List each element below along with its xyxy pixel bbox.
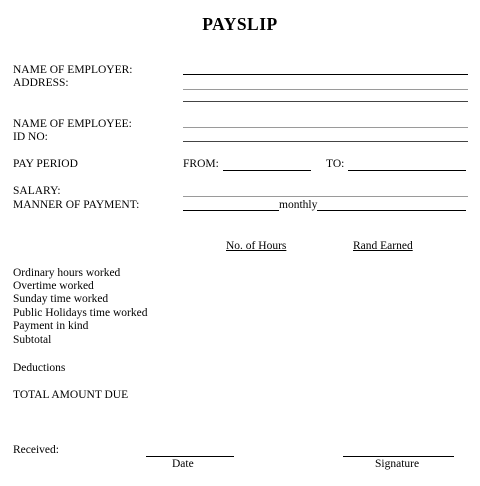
- monthly-amount-line[interactable]: [317, 210, 466, 211]
- date-label: Date: [172, 458, 194, 470]
- signature-label: Signature: [375, 458, 420, 470]
- rand-column-header: Rand Earned: [353, 240, 413, 252]
- received-label: Received:: [13, 444, 59, 456]
- item-subtotal: Subtotal: [13, 334, 52, 346]
- salary-line[interactable]: [183, 196, 468, 197]
- employee-name-label: NAME OF EMPLOYEE:: [13, 118, 132, 130]
- item-payment-in-kind: Payment in kind: [13, 320, 89, 332]
- monthly-label: monthly: [279, 199, 318, 211]
- employee-id-label: ID NO:: [13, 131, 48, 143]
- manner-of-payment-label: MANNER OF PAYMENT:: [13, 199, 140, 211]
- employer-address-line-1[interactable]: [183, 89, 468, 90]
- item-sunday-time: Sunday time worked: [13, 293, 109, 305]
- received-signature-line[interactable]: [343, 456, 454, 457]
- salary-label: SALARY:: [13, 185, 61, 197]
- item-ordinary-hours: Ordinary hours worked: [13, 267, 121, 279]
- employer-name-line[interactable]: [183, 74, 468, 75]
- employer-address-label: ADDRESS:: [13, 77, 69, 89]
- pay-period-label: PAY PERIOD: [13, 158, 78, 170]
- page-title: PAYSLIP: [202, 14, 278, 34]
- total-amount-due-label: TOTAL AMOUNT DUE: [13, 389, 129, 401]
- hours-column-header: No. of Hours: [226, 240, 287, 252]
- pay-period-from-label: FROM:: [183, 158, 219, 170]
- pay-period-to-line[interactable]: [348, 170, 466, 171]
- pay-period-from-line[interactable]: [223, 170, 311, 171]
- item-overtime: Overtime worked: [13, 280, 94, 292]
- received-date-line[interactable]: [146, 456, 234, 457]
- deductions-label: Deductions: [13, 362, 66, 374]
- item-public-holidays: Public Holidays time worked: [13, 307, 148, 319]
- employee-name-line[interactable]: [183, 127, 468, 128]
- manner-of-payment-line[interactable]: [183, 210, 279, 211]
- pay-period-to-label: TO:: [326, 158, 345, 170]
- employer-address-line-2[interactable]: [183, 101, 468, 102]
- employer-name-label: NAME OF EMPLOYER:: [13, 64, 133, 76]
- employee-id-line[interactable]: [183, 141, 468, 142]
